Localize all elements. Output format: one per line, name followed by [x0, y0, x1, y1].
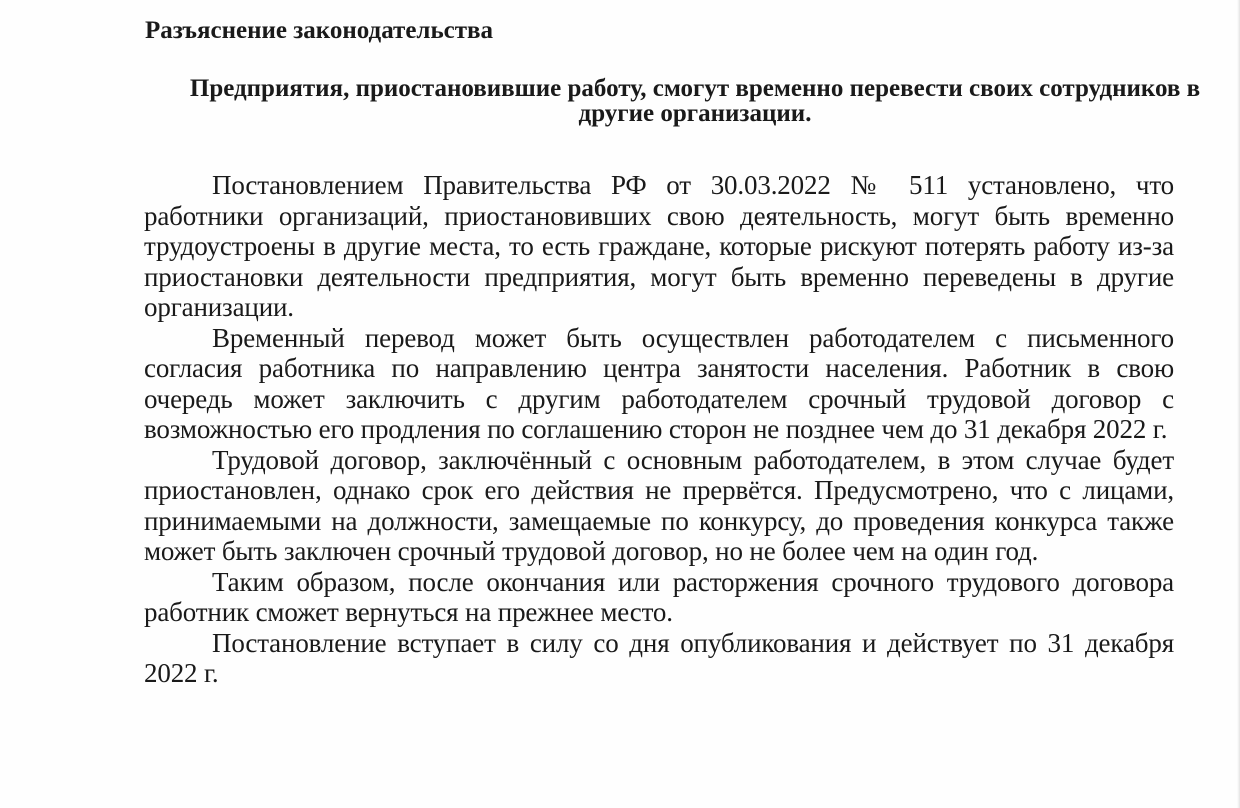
- paragraph-temporary-transfer: Временный перевод может быть осуществлен работодателем с письменного согласия работника по направлению центра занятости населения. Работник в свою очередь может заключить с другим работодателем срочный трудовой договор с возможностью его продления по соглашению сторон не позднее чем до 31 декабря 2022 г.: [144, 322, 1174, 444]
- paragraph-return-to-job: Таким образом, после окончания или расторжения срочного трудового договора работник сможет вернуться на прежнее место.: [144, 566, 1174, 627]
- article-headline: Предприятия, приостановившие работу, смогут временно перевести своих сотрудников в другие организации.: [189, 75, 1201, 127]
- paragraph-effective-date: Постановление вступает в силу со дня опубликования и действует по 31 декабря 2022 г.: [144, 627, 1174, 688]
- section-label: Разъяснение законодательства: [145, 17, 494, 44]
- paragraph-decree: Постановлением Правительства РФ от 30.03.2022 № 511 установлено, что работники организаций, приостановивших свою деятельность, могут быть временно трудоустроены в другие места, то есть граждане, которые рискуют потерять работу из-за приостановки деятельности предприятия, могут быть временно переведены в другие организации.: [144, 170, 1174, 322]
- article-body: [144, 170, 1174, 689]
- paragraph-contract-suspension: Трудовой договор, заключённый с основным работодателем, в этом случае будет приостановлен, однако срок его действия не прервётся. Предусмотрено, что с лицами, принимаемыми на должности, замещаемые по конкурсу, до проведения конкурса также может быть заключен срочный трудовой договор, но не более чем на один год.: [144, 444, 1174, 566]
